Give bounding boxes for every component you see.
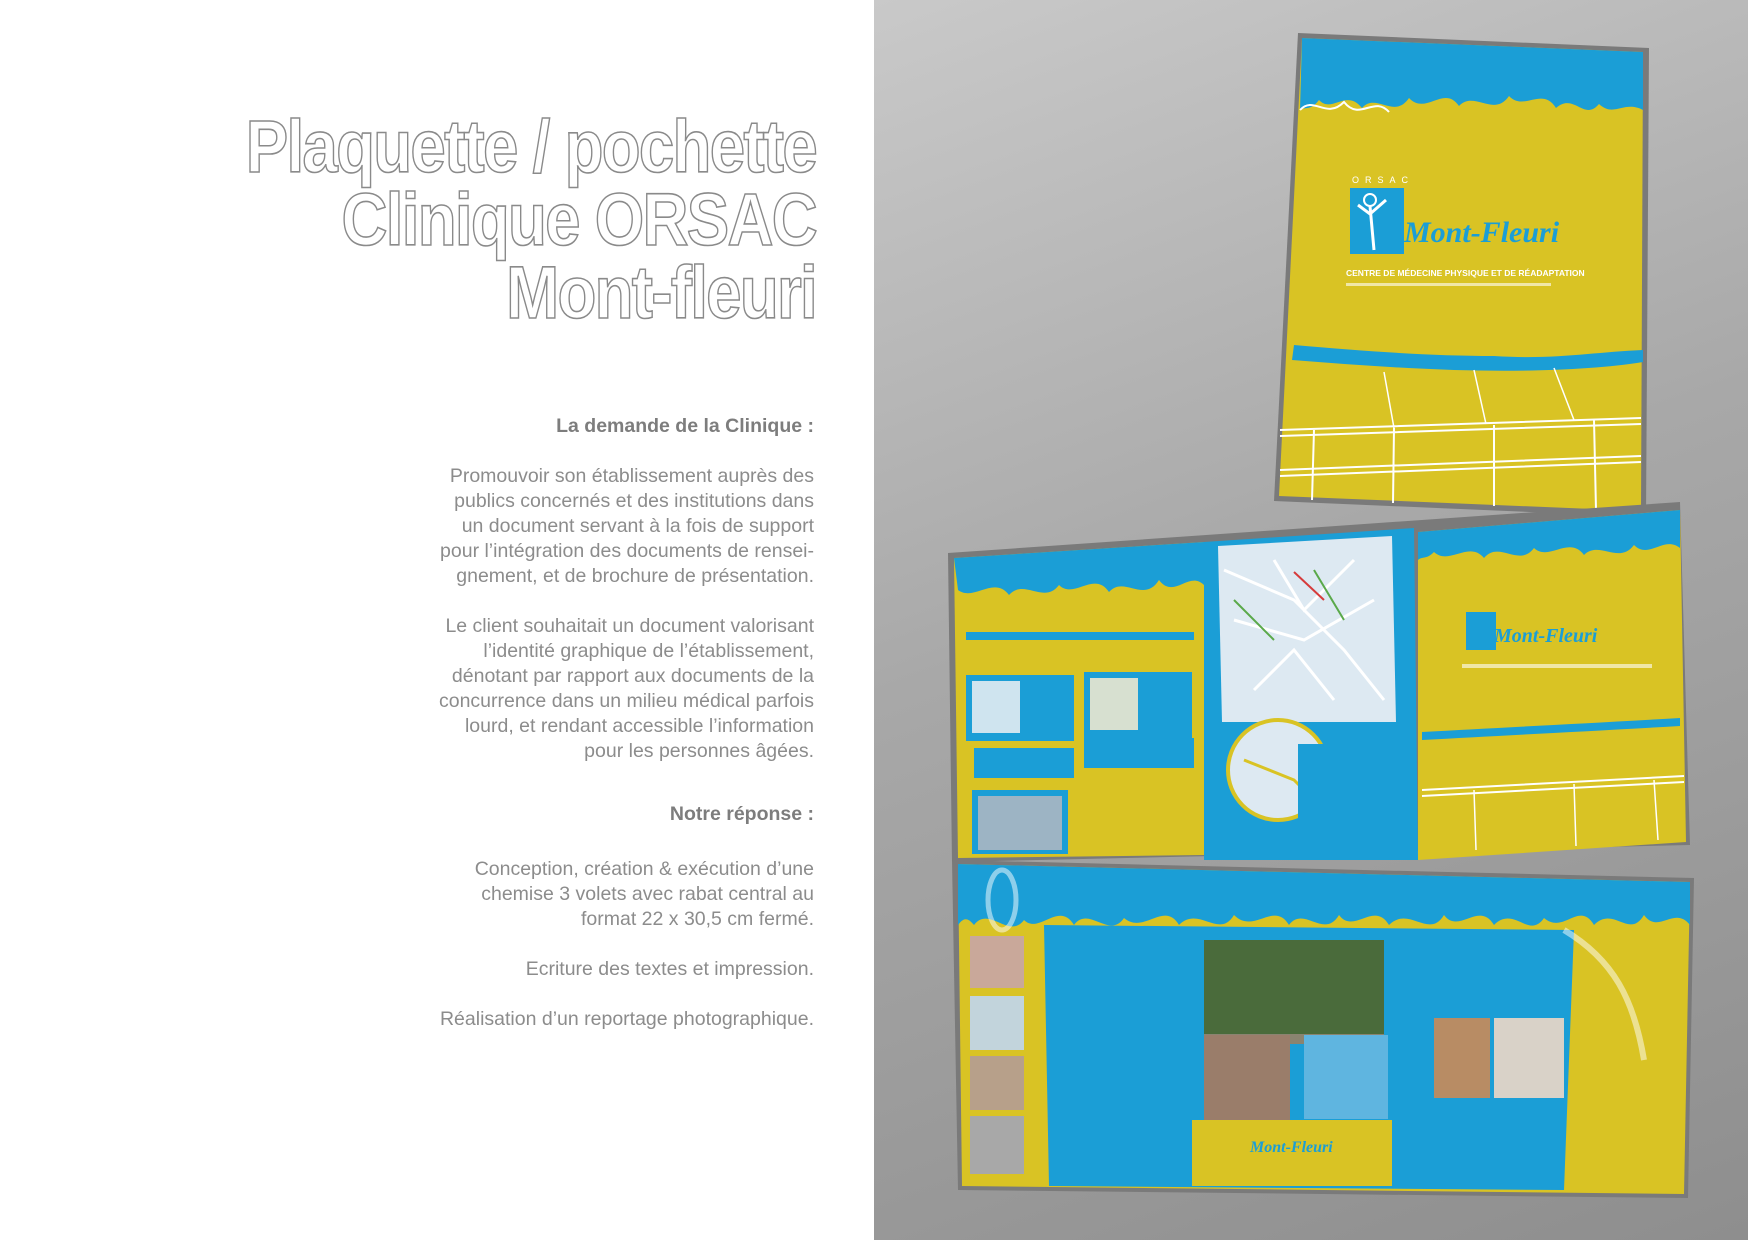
- title-line-2: Clinique ORSAC: [341, 178, 816, 261]
- brochure-back-open: [952, 860, 1694, 1198]
- reponse-p1-l3: format 22 x 30,5 cm fermé.: [580, 908, 814, 930]
- demande-p1-l2: publics concernés et des institutions dans: [454, 490, 814, 512]
- reponse-p2: Ecriture des textes et impression.: [525, 958, 814, 980]
- cover-subtitle: CENTRE DE MÉDECINE PHYSIQUE ET DE RÉADAPTATION: [1346, 268, 1585, 278]
- brochure-inside-open: [948, 502, 1690, 862]
- brochure-illustration: [874, 0, 1748, 1240]
- logo-name: Mont-Fleuri: [1404, 216, 1560, 249]
- back-logo-name: Mont-Fleuri: [1250, 1139, 1333, 1156]
- description: [360, 414, 814, 1032]
- reponse-p1-l2: chemise 3 volets avec rabat central au: [481, 883, 814, 905]
- demande-p2-l4: concurrence dans un milieu médical parfois: [438, 690, 814, 712]
- logo-orsac: ORSAC: [1352, 175, 1415, 185]
- demande-p1-l5: gnement, et de brochure de présentation.: [456, 565, 814, 587]
- brochure-photo-panel: [874, 0, 1748, 1240]
- demande-p1-l3: un document servant à la fois de support: [461, 515, 814, 537]
- brochure-front-cover: [1274, 33, 1649, 517]
- demande-p2-l2: l’identité graphique de l’établissement,: [483, 640, 814, 662]
- logo-mark: [1350, 188, 1404, 254]
- demande-p2-l5: lourd, et rendant accessible l’information: [464, 715, 814, 737]
- demande-p2-l1: Le client souhaitait un document valorisant: [445, 615, 814, 637]
- demande-p2-l3: dénotant par rapport aux documents de la: [451, 665, 814, 687]
- reponse-heading: Notre réponse :: [669, 803, 814, 825]
- inside-logo-name: Mont-Fleuri: [1494, 625, 1598, 647]
- title-line-3: Mont-fleuri: [506, 251, 816, 334]
- reponse-p3: Réalisation d’un reportage photographique.: [439, 1008, 814, 1030]
- demande-p1-l1: Promouvoir son établissement auprès des: [449, 465, 814, 487]
- page-title: [166, 105, 817, 334]
- demande-heading: La demande de la Clinique :: [556, 415, 814, 437]
- demande-p1-l4: pour l’intégration des documents de rensei-: [440, 540, 814, 562]
- title-line-1: Plaquette / pochette: [245, 105, 817, 188]
- demande-p2-l6: pour les personnes âgées.: [584, 740, 814, 762]
- reponse-p1-l1: Conception, création & exécution d’une: [474, 858, 814, 880]
